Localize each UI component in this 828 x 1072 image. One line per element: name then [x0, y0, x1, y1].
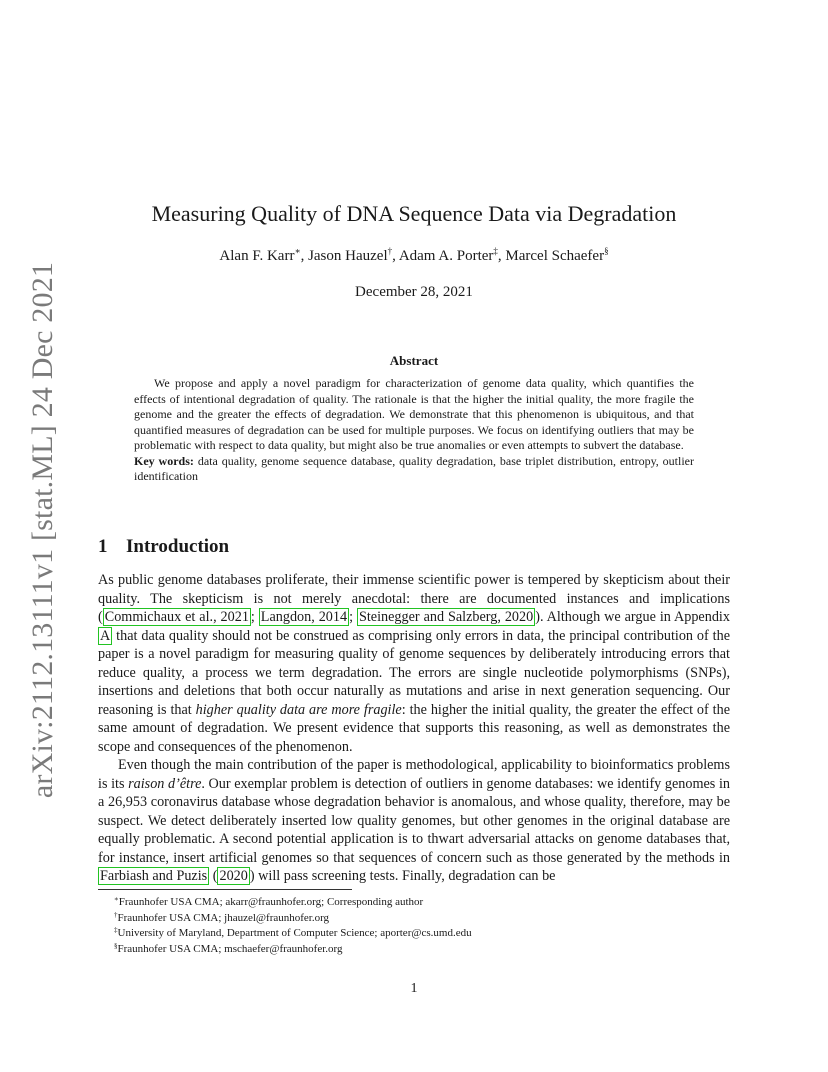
citation-separator: ;: [250, 609, 259, 625]
author-list: Alan F. Karr∗, Jason Hauzel†, Adam A. Porter‡, Marcel Schaefer§: [219, 246, 609, 264]
paragraph-text: will pass screening tests. Finally, degradation can be: [254, 868, 556, 884]
footnote-text: University of Maryland, Department of Computer Science; aporter@cs.umd.edu: [117, 927, 472, 939]
footnote-mark: †: [114, 910, 118, 919]
footnote-list: [98, 895, 730, 957]
emphasis-text: raison d’être: [128, 775, 202, 792]
keywords-line: [134, 454, 694, 485]
citation-link[interactable]: 2020: [219, 868, 248, 884]
citation-link[interactable]: Commichaux et al., 2021: [104, 609, 249, 625]
section-heading: [98, 535, 229, 559]
paragraph: [98, 756, 730, 886]
abstract-text: We propose and apply a novel paradigm for characterization of genome data quality, which quantifies the effects of intentional degradation of quality. The rationale is that the higher the initial quality, the more fragile the genome and the greater the effects of degradation. We demonstrate that this phenomenon is ubiquitous, and that quantified measures of degradation can be used for multiple purposes. We focus on identifying outliers that may be problematic with respect to data quality, but might also be true anomalies or even attempts to subvert the database.: [134, 376, 694, 452]
footnote-mark: §: [114, 941, 118, 950]
footnote: [98, 895, 730, 911]
paragraph-text: As public genome databases proliferate, their immense scientific power is tempered by skepticism about their quality. The skepticism is not merely anecdotal: there are documented instances and implications (: [98, 572, 730, 625]
footnote: [98, 926, 730, 942]
abstract-heading: Abstract: [389, 353, 439, 368]
author-footnote-mark: §: [604, 246, 609, 256]
arxiv-identifier-stamp: [24, 261, 62, 799]
page-number: 1: [410, 981, 418, 996]
paper-title: Measuring Quality of DNA Sequence Data via Degradation: [151, 201, 677, 226]
citation-link[interactable]: Steinegger and Salzberg, 2020: [358, 609, 534, 625]
citation-separator: ): [249, 868, 255, 884]
citation-link[interactable]: Langdon, 2014: [260, 609, 348, 625]
paper-date: December 28, 2021: [355, 284, 473, 300]
appendix-link[interactable]: A: [100, 627, 111, 644]
author-footnote-mark: †: [387, 246, 393, 256]
paragraph-text: ). Although we argue in Appendix: [535, 609, 730, 625]
paragraph: [98, 571, 730, 756]
citation-separator: (: [209, 868, 218, 884]
footnote: [98, 911, 730, 927]
author-name: Jason Hauzel: [308, 248, 388, 264]
author-footnote-mark: ‡: [493, 246, 498, 256]
footnote-mark: ‡: [114, 926, 118, 934]
paragraph-text: . Our exemplar problem is detection of outliers in genome databases: we identify genomes in a 26,953 coronavirus database whose degradation behavior is anomalous, and whose quality, therefore, may be suspect. We detect deliberately inserted low quality genomes, but other genomes in the original database are equally problematic. A second potential application is to thwart adversarial attacks on genome databases that, for instance, insert artificial genomes so that sequences of concern such as those generated by the methods in: [98, 775, 730, 866]
citation-link[interactable]: Farbiash and Puzis: [100, 868, 208, 884]
abstract-block: [134, 376, 694, 485]
keywords-text: data quality, genome sequence database, quality degradation, base triplet distribution, entropy, outlier identification: [134, 453, 695, 483]
citation-separator: ;: [349, 609, 357, 625]
section-number: 1: [98, 536, 108, 557]
section-title: Introduction: [126, 536, 230, 557]
author-name: Marcel Schaefer: [505, 248, 605, 264]
author-footnote-mark: ∗: [294, 246, 301, 256]
emphasis-text: higher quality data are more fragile: [195, 701, 402, 718]
keywords-label: Key words:: [134, 453, 194, 468]
author-name: Alan F. Karr: [219, 248, 295, 264]
footnote: [98, 942, 730, 958]
paragraph-text: Even though the main contribution of the paper is methodological, applicability to bioinformatics problems is its: [98, 757, 730, 792]
footnote-mark: ∗: [114, 895, 119, 903]
body-text: [98, 571, 730, 886]
footnote-text: Fraunhofer USA CMA; mschaefer@fraunhofer.org: [117, 942, 343, 955]
footnote-divider: [98, 889, 352, 890]
author-name: Adam A. Porter: [398, 248, 494, 264]
footnote-text: Fraunhofer USA CMA; akarr@fraunhofer.org; Corresponding author: [118, 896, 424, 908]
arxiv-identifier-text: arXiv:2112.13111v1 [stat.ML] 24 Dec 2021: [26, 261, 59, 799]
paragraph-text: : the higher the initial quality, the greater the effect of the same amount of degradation. We present evidence that supports this reasoning, as well as demonstrates the scope and consequences of the phenomenon.: [98, 701, 730, 755]
footnote-text: Fraunhofer USA CMA; jhauzel@fraunhofer.org: [117, 911, 330, 924]
paragraph-text: that data quality should not be construed as comprising only errors in data, the principal contribution of the paper is a novel paradigm for measuring quality of genome sequences by deliberately introducing errors that reduce quality, a process we term degradation. The errors are single nucleotide polymorphisms (SNPs), insertions and deletions that both occur naturally as mutations and arise in next generation sequencing. Our reasoning is that: [98, 627, 730, 718]
